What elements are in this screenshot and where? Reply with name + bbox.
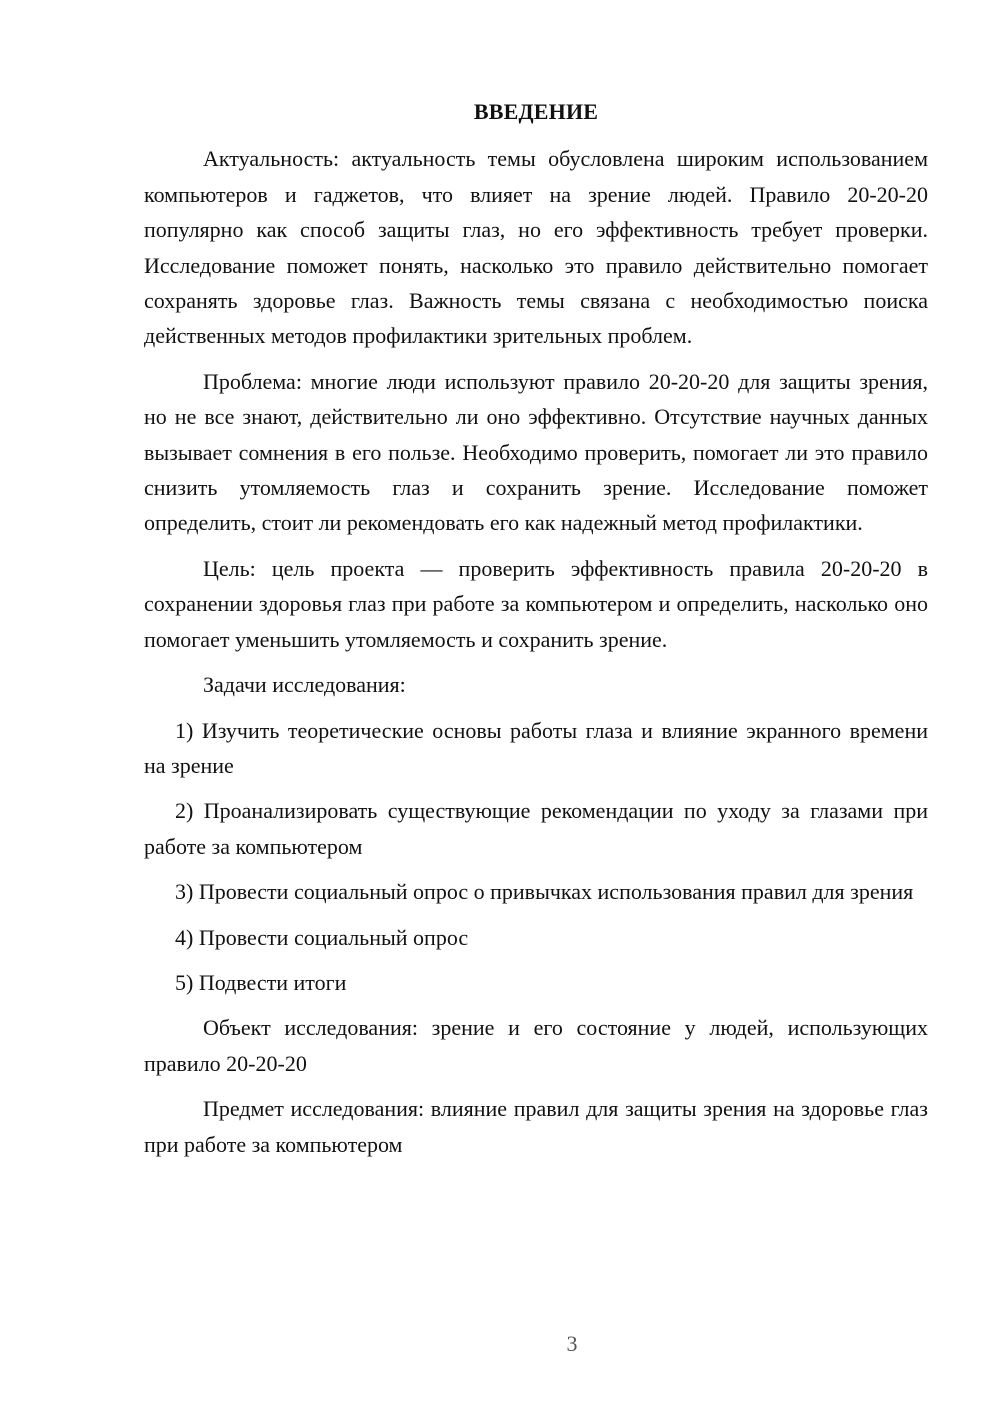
relevance-paragraph: Актуальность: актуальность темы обусловлена широким использованием компьютеров и гаджетов, что влияет на зрение людей. Правило 20-20-20 популярно как способ защиты глаз, но его эффективность требует проверки. Исследование поможет понять, насколько это правило действительно помогает сохранять здоровье глаз. Важность темы связана с необходимостью поиска действенных методов профилактики зрительных проблем.	[144, 146, 928, 349]
problem-paragraph: Проблема: многие люди используют правило 20-20-20 для защиты зрения, но не все знают, действительно ли оно эффективно. Отсутствие научных данных вызывает сомнения в его пользе. Необходимо проверить, помогает ли это правило снизить утомляемость глаз и сохранить зрение. Исследование поможет определить, стоит ли рекомендовать его как надежный метод профилактики.	[144, 368, 928, 536]
page-number: 3	[566, 1331, 578, 1356]
goal-paragraph: Цель: цель проекта — проверить эффективность правила 20-20-20 в сохранении здоровья глаз при работе за компьютером и определить, насколько оно помогает уменьшить утомляемость и сохранить зрение.	[144, 555, 928, 652]
page-content	[144, 94, 928, 1172]
task-item: 1) Изучить теоретические основы работы глаза и влияние экранного времени на зрение	[144, 717, 928, 778]
task-item: 3) Провести социальный опрос о привычках использования правил для зрения	[175, 879, 914, 905]
tasks-title: Задачи исследования:	[203, 672, 406, 698]
task-item: 2) Проанализировать существующие рекомендации по уходу за глазами при работе за компьютером	[144, 798, 928, 859]
page-heading: ВВЕДЕНИЕ	[473, 99, 599, 124]
object-paragraph: Объект исследования: зрение и его состояние у людей, использующих правило 20-20-20	[144, 1015, 928, 1076]
task-item: 5) Подвести итоги	[175, 969, 347, 995]
tasks-list	[144, 713, 928, 1001]
subject-paragraph: Предмет исследования: влияние правил для защиты зрения на здоровье глаз при работе за компьютером	[144, 1096, 928, 1157]
task-item: 4) Провести социальный опрос	[175, 924, 469, 950]
